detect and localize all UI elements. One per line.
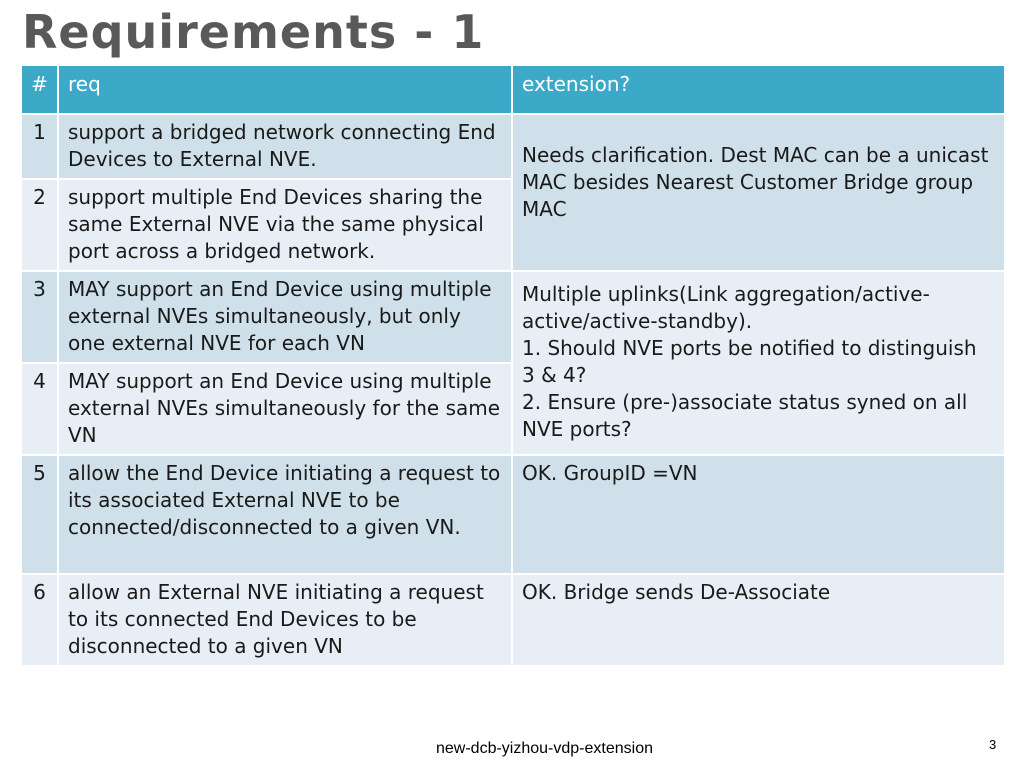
page-number: 3 xyxy=(989,737,997,752)
header-num: # xyxy=(21,65,58,114)
table-row xyxy=(21,574,1005,666)
requirement-text: MAY support an End Device using multiple external NVEs simultaneously, but only one external NVE for each VN xyxy=(58,271,512,363)
row-number: 3 xyxy=(21,271,58,363)
extension-text: 2. Ensure (pre-)associate status syned on all NVE ports? xyxy=(522,390,968,441)
row-number: 6 xyxy=(21,574,58,666)
requirement-text: support a bridged network connecting End Devices to External NVE. xyxy=(58,114,512,179)
header-extension: extension? xyxy=(512,65,1005,114)
table-row xyxy=(21,114,1005,179)
requirement-text: allow the End Device initiating a request to its associated External NVE to be connected/disconnected to a given VN. xyxy=(58,455,512,574)
row-number: 5 xyxy=(21,455,58,574)
footer-text: new-dcb-yizhou-vdp-extension xyxy=(436,740,653,757)
extension-text: 1. Should NVE ports be notified to distinguish 3 & 4? xyxy=(522,336,977,387)
requirement-text: MAY support an End Device using multiple external NVEs simultaneously for the same VN xyxy=(58,363,512,455)
header-req: req xyxy=(58,65,512,114)
row-number: 4 xyxy=(21,363,58,455)
table-header-row xyxy=(21,65,1005,114)
requirement-text: support multiple End Devices sharing the same External NVE via the same physical port across a bridged network. xyxy=(58,179,512,271)
extension-cell xyxy=(512,114,1005,271)
extension-text: Needs clarification. Dest MAC can be a unicast MAC besides Nearest Customer Bridge group MAC xyxy=(522,143,989,221)
table-row xyxy=(21,455,1005,574)
extension-cell: OK. Bridge sends De-Associate xyxy=(512,574,1005,666)
requirements-table xyxy=(20,64,1006,667)
row-number: 1 xyxy=(21,114,58,179)
requirement-text: allow an External NVE initiating a request to its connected End Devices to be disconnected to a given VN xyxy=(58,574,512,666)
extension-cell xyxy=(512,271,1005,455)
extension-cell: OK. GroupID =VN xyxy=(512,455,1005,574)
extension-text: Multiple uplinks(Link aggregation/active-active/active-standby). xyxy=(522,282,930,333)
row-number: 2 xyxy=(21,179,58,271)
table-row xyxy=(21,271,1005,363)
slide-title: Requirements - 1 xyxy=(22,5,485,59)
